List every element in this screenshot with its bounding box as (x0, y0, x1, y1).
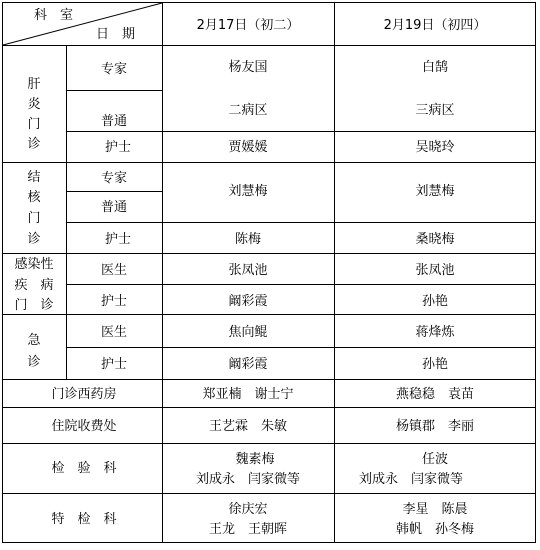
emergency-name-char2: 诊 (27, 355, 41, 370)
liver-day1-nurse: 贾媛媛 (228, 140, 268, 155)
infectious-day2-nurse: 孙艳 (421, 294, 449, 309)
tb-clinic-name (27, 169, 41, 247)
header-day1: 2月17日（初二） (196, 18, 300, 33)
header-department-label: 科 室 (34, 8, 74, 23)
tb-day1-nurse: 陈梅 (234, 232, 262, 247)
liver-name-char4: 诊 (27, 137, 41, 152)
special-day1-line2: 王龙 王朝晖 (208, 522, 288, 537)
liver-nurse-label: 护士 (104, 140, 132, 155)
header-day2: 2月19日（初四） (383, 18, 487, 33)
liver-day2-general: 三病区 (415, 103, 455, 118)
lab-name: 检 验 科 (51, 461, 117, 476)
tb-nurse-label: 护士 (104, 232, 132, 247)
emergency-name (27, 333, 41, 370)
emergency-name-char1: 急 (27, 333, 41, 348)
special-day1-line1: 徐庆宏 (228, 502, 268, 517)
cashier-day2: 杨镇郡 李丽 (395, 419, 475, 434)
header-diagonal (3, 3, 162, 45)
emergency-day1-doctor: 焦向鲲 (228, 325, 268, 340)
lab-day2-line1: 任波 (421, 452, 449, 467)
special-day2-line1: 李星 陈晨 (402, 502, 468, 517)
liver-expert-label: 专家 (100, 62, 128, 77)
tb-general-label: 普通 (100, 200, 128, 215)
liver-clinic-name (27, 77, 41, 152)
emergency-day2-doctor: 蒋烽炼 (415, 325, 455, 340)
tb-name-char2: 核 (27, 190, 41, 205)
tb-day2-doctor: 刘慧梅 (415, 184, 455, 199)
cashier-day1: 王艺霖 朱敏 (208, 419, 288, 434)
liver-day1-general: 二病区 (228, 103, 268, 118)
infectious-day1-nurse: 阚彩霞 (228, 294, 268, 309)
infectious-nurse-label: 护士 (100, 294, 128, 309)
infectious-day2-doctor: 张凤池 (415, 263, 455, 278)
tb-day1-doctor: 刘慧梅 (228, 184, 268, 199)
liver-general-label: 普通 (100, 114, 128, 129)
infectious-name-line1: 感染性 (14, 257, 54, 272)
tb-name-char4: 诊 (27, 232, 41, 247)
liver-name-char3: 门 (27, 117, 41, 132)
tb-name-char3: 门 (27, 211, 41, 226)
special-name: 特 检 科 (51, 512, 117, 527)
liver-name-char2: 炎 (27, 97, 41, 112)
emergency-day1-nurse: 阚彩霞 (228, 357, 268, 372)
infectious-name-line3: 门 诊 (14, 298, 54, 313)
infectious-day1-doctor: 张凤池 (228, 263, 268, 278)
emergency-day2-nurse: 孙艳 (421, 357, 449, 372)
emergency-doctor-label: 医生 (100, 325, 128, 340)
pharmacy-day1: 郑亚楠 谢士宁 (202, 387, 294, 402)
cashier-name: 住院收费处 (51, 419, 117, 434)
header-date-label: 日 期 (96, 27, 136, 42)
emergency-nurse-label: 护士 (100, 357, 128, 372)
liver-day2-nurse: 吴晓玲 (415, 140, 455, 155)
tb-day2-nurse: 桑晓梅 (415, 232, 455, 247)
infectious-name-line2: 疾 病 (14, 278, 54, 293)
special-day2-line2: 韩帆 孙冬梅 (395, 522, 475, 537)
liver-name-char1: 肝 (27, 77, 41, 92)
lab-day2-line2: 刘成永 闫家微等 (358, 472, 464, 487)
liver-day1-expert: 杨友国 (228, 60, 268, 75)
infectious-doctor-label: 医生 (100, 263, 128, 278)
tb-expert-label: 专家 (100, 171, 128, 186)
lab-day1-line1: 魏素梅 (235, 452, 275, 467)
pharmacy-day2: 燕稳稳 袁苗 (395, 387, 475, 402)
lab-day1-line2: 刘成永 闫家微等 (195, 472, 301, 487)
tb-name-char1: 结 (27, 170, 41, 185)
liver-day2-expert: 白鹄 (421, 60, 449, 75)
pharmacy-name: 门诊西药房 (51, 387, 117, 402)
duty-roster-table (2, 2, 536, 544)
